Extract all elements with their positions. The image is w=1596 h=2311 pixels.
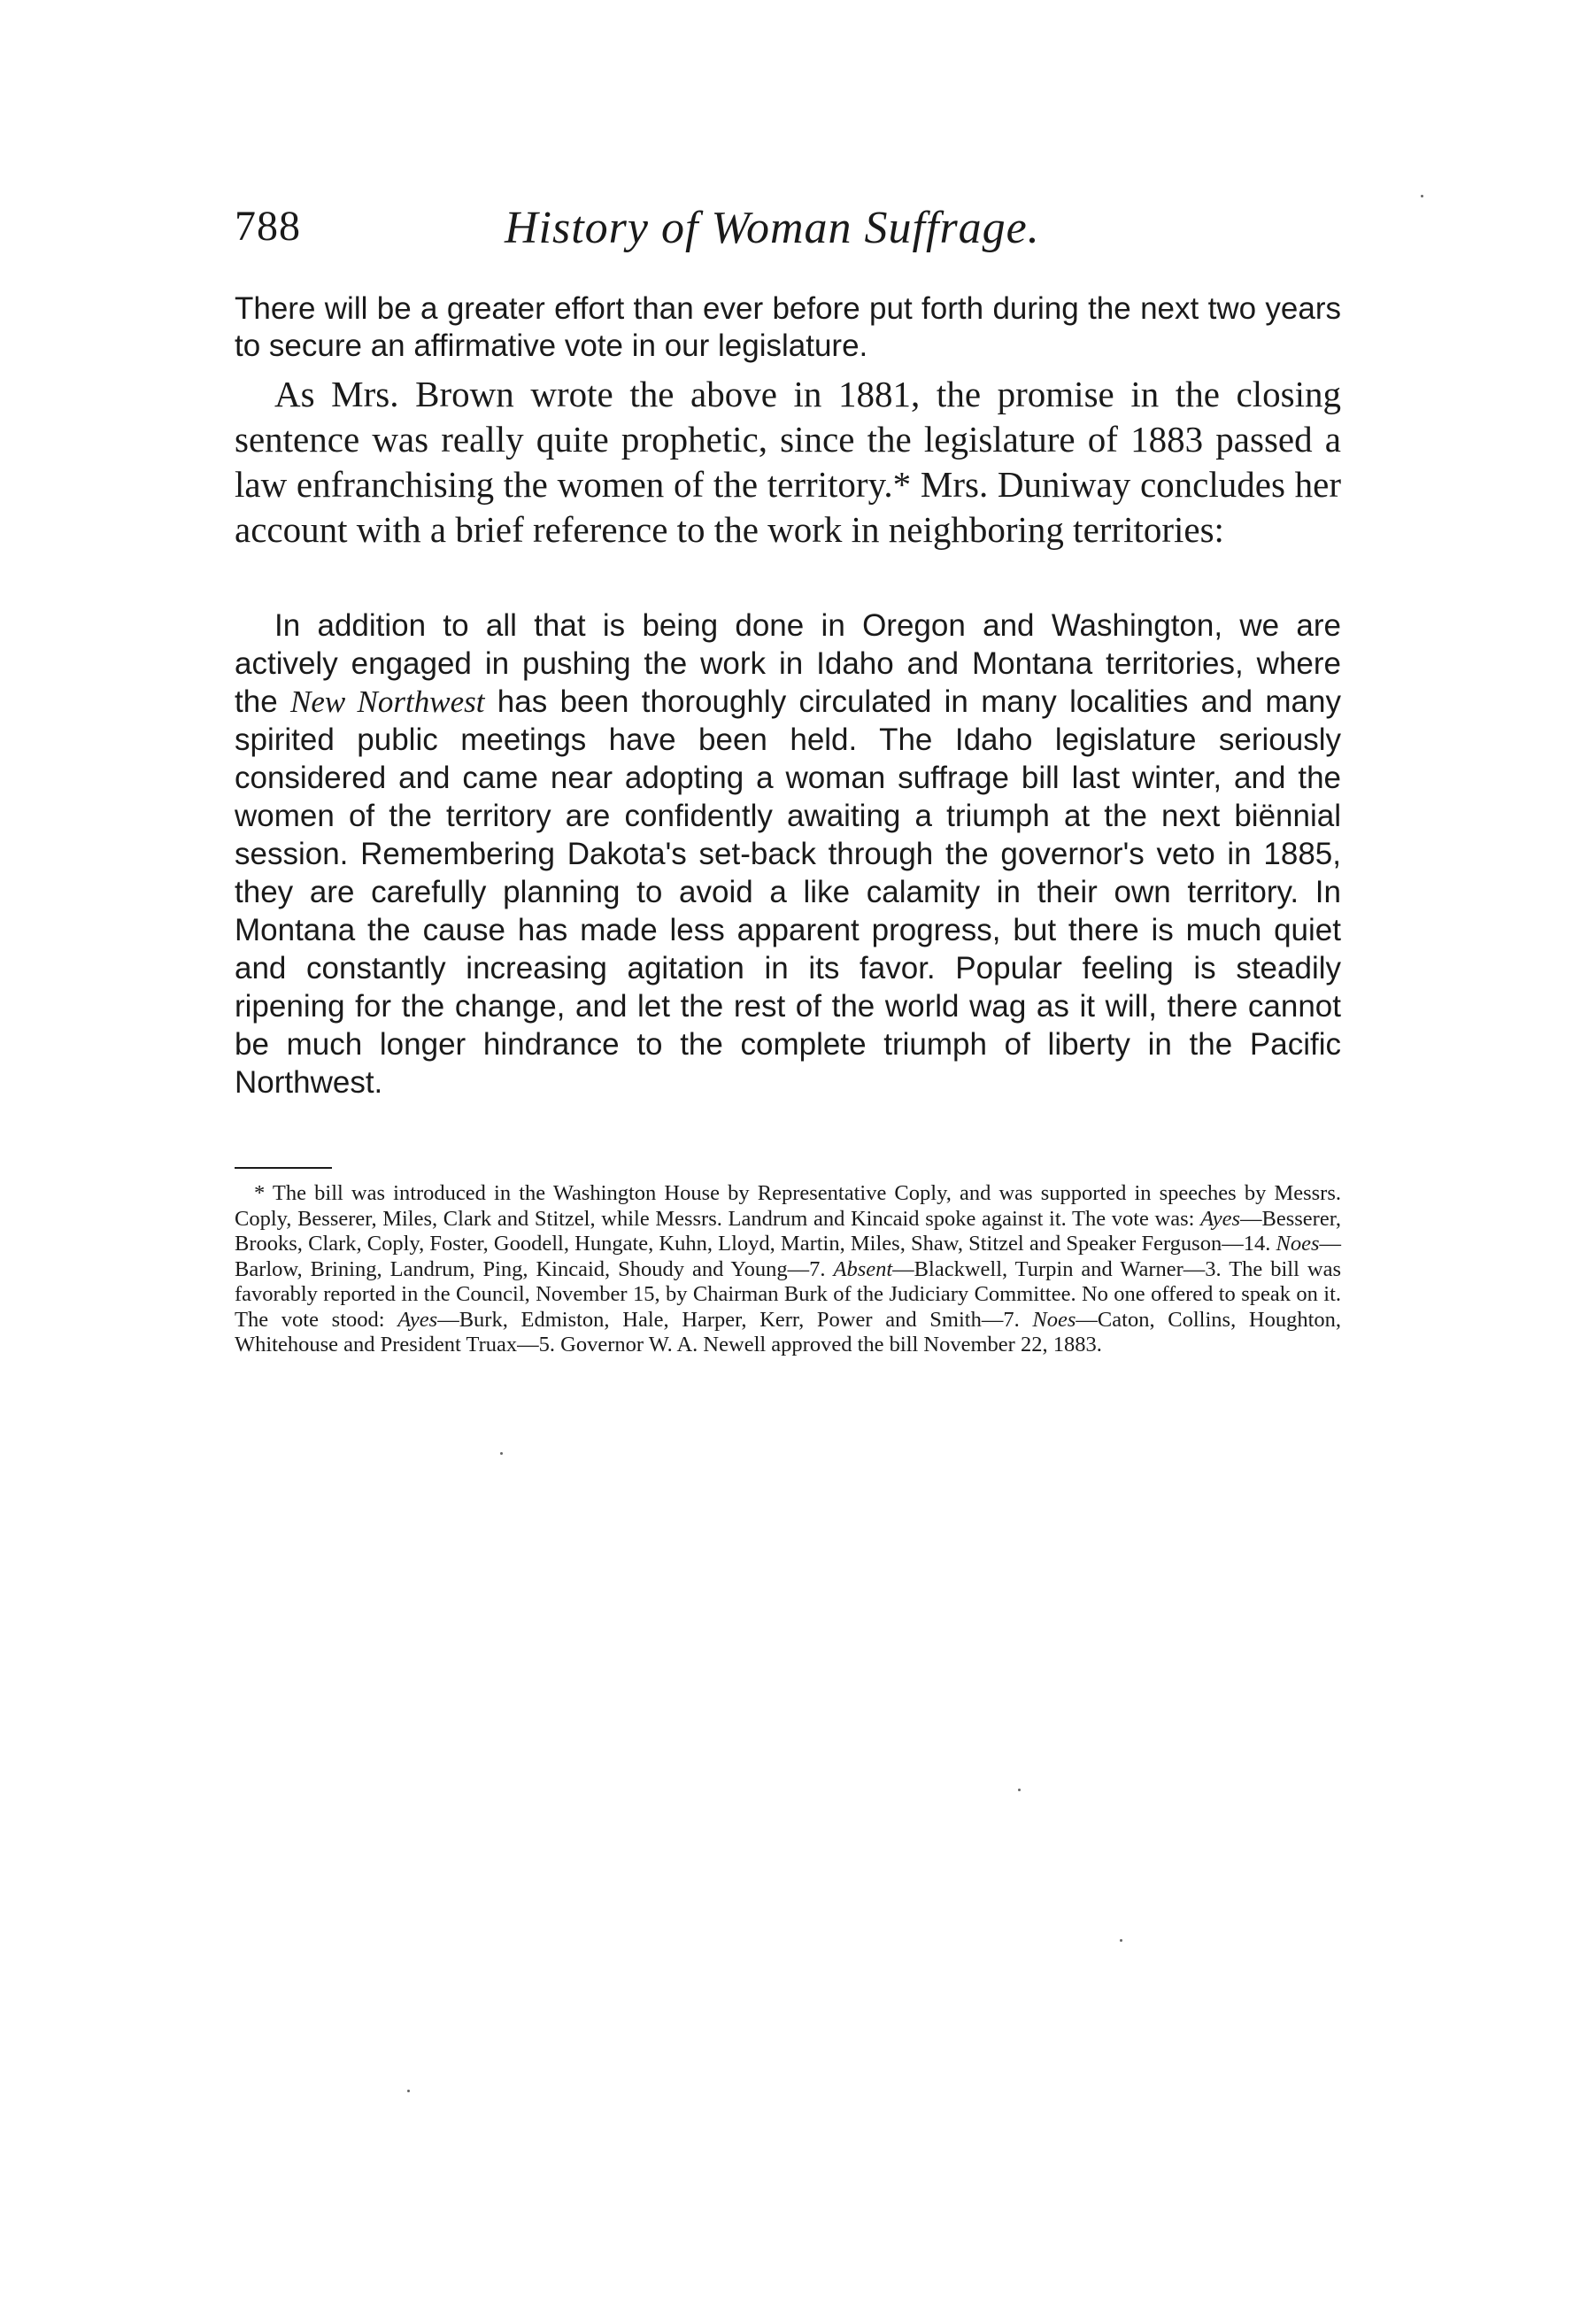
scan-speck — [1421, 195, 1423, 197]
newspaper-title: New Northwest — [289, 684, 485, 719]
quote-text-part1: In addition to all that is being done in Oregon and Washington, we are actively engaged in pushing the work in Idaho and Montana territories, where the — [235, 608, 1341, 719]
quoted-account — [235, 607, 1341, 1101]
footnote-text-6: —Caton, Collins, Houghton, Whitehouse and President Truax—5. Governor W. A. Newell approved the bill November 22, 1883. — [235, 1307, 1342, 1356]
footnote-ayes-label-council: Ayes — [397, 1307, 438, 1332]
quote-continuation: There will be a greater effort than ever before put forth during the next two years to secure an affirmative vote in our legislature. — [235, 291, 1341, 363]
scan-speck — [500, 1452, 503, 1455]
footnote-ayes-label: Ayes — [1200, 1206, 1240, 1231]
footnote-absent-label: Absent — [833, 1256, 893, 1281]
footnote-noes-label: Noes — [1276, 1232, 1320, 1256]
footnote-rule — [235, 1167, 332, 1169]
footnote-text-5: —Burk, Edmiston, Hale, Harper, Kerr, Power and Smith—7. — [437, 1307, 1033, 1332]
footnote-text-3: —Barlow, Brining, Landrum, Ping, Kincaid, Shoudy and Young—7. — [235, 1232, 1341, 1281]
running-title: History of Woman Suffrage. — [505, 203, 1040, 253]
scan-speck — [407, 2090, 410, 2092]
scan-speck — [1120, 1939, 1122, 1942]
quote-text-part2: has been thoroughly circulated in many localities and many spirited public meetings have been held. The Idaho legislature seriously considered and came near adopting a woman suffrage bill last winter, and the women of the territory are confidently awaiting a triumph at the next biënnial session. Remembering Dakota's set-back through the governor's veto in 1885, they are carefully planning to avoid a like calamity in their own territory. In Montana the cause has made less apparent progress, but there is much quiet and constantly increasing agitation in its favor. Popular feeling is steadily ripening for the change, and let the rest of the world wag as it will, there cannot be much longer hindrance to the complete triumph of liberty in the Pacific Northwest. — [235, 684, 1341, 1100]
footnote-text-1: * The bill was introduced in the Washington House by Representative Coply, and was supported in speeches by Messrs. Coply, Besserer, Miles, Clark and Stitzel, while Messrs. Landrum and Kincaid spoke against it. The vote was: — [235, 1181, 1341, 1231]
main-paragraph: As Mrs. Brown wrote the above in 1881, the promise in the closing sentence was really quite prophetic, since the legislature of 1883 passed a law enfranchising the women of the territory.* Mrs. Duniway concludes her account with a brief reference to the work in neighboring territories: — [235, 374, 1341, 550]
footnote-text-4: —Blackwell, Turpin and Warner—3. The bill was favorably reported in the Council, November 15, by Chairman Burk of the Judiciary Committee. No one offered to speak on it. The vote stood: — [235, 1256, 1341, 1332]
page-number: 788 — [235, 203, 301, 250]
footnote — [235, 1181, 1341, 1358]
footnote-text-2: —Besserer, Brooks, Clark, Coply, Foster, Goodell, Hungate, Kuhn, Lloyd, Martin, Miles, Shaw, Stitzel and Speaker Ferguson—14. — [235, 1206, 1341, 1256]
scan-speck — [1018, 1789, 1021, 1791]
page-header — [235, 202, 1341, 264]
footnote-noes-label-council: Noes — [1032, 1307, 1076, 1332]
